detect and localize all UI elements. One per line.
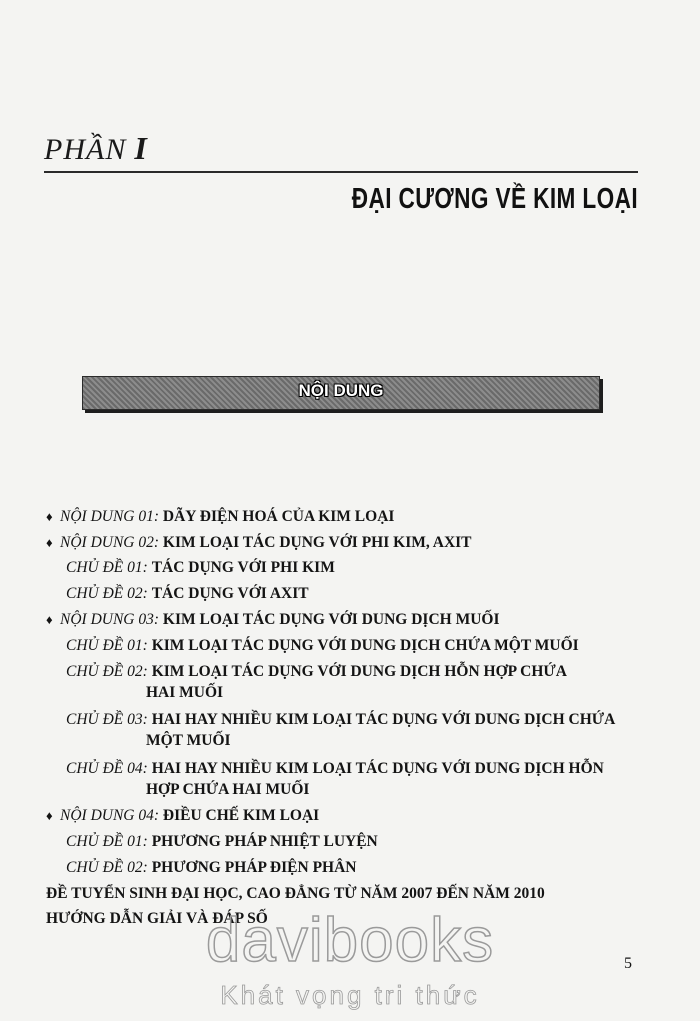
toc-prefix: NỘI DUNG 01: [60,508,160,525]
toc-title: KIM LOẠI TÁC DỤNG VỚI DUNG DỊCH CHỨA MỘT MUỐI [151,637,579,654]
toc-prefix: CHỦ ĐỀ 02: [66,859,148,876]
toc-title-continued: HỢP CHỨA HAI MUỐI [146,781,310,798]
toc-item[interactable] [46,507,394,527]
toc-subitem[interactable] [66,759,604,779]
banner-label: NỘI DUNG [298,381,384,400]
toc-title: PHƯƠNG PHÁP ĐIỆN PHÂN [151,859,357,876]
toc-title: TÁC DỤNG VỚI AXIT [151,585,309,602]
toc-prefix: NỘI DUNG 04: [60,807,160,824]
toc-subitem[interactable] [66,710,615,730]
toc-subitem[interactable] [66,636,579,656]
part-label: PHẦN [44,133,127,166]
toc-subitem[interactable] [66,558,335,578]
toc-item[interactable] [46,806,319,826]
toc-subitem[interactable] [66,584,309,604]
toc-subitem[interactable] [66,858,356,878]
toc-prefix: CHỦ ĐỀ 03: [66,711,148,728]
toc-title-continued: HAI MUỐI [146,684,224,701]
toc-subitem[interactable] [66,662,567,682]
toc-prefix: CHỦ ĐỀ 02: [66,663,148,680]
page-number: 5 [624,955,632,972]
part-heading [44,130,148,167]
toc-prefix: CHỦ ĐỀ 02: [66,585,148,602]
toc-title: KIM LOẠI TÁC DỤNG VỚI PHI KIM, AXIT [162,534,472,551]
toc-item[interactable] [46,533,472,553]
toc-title: TÁC DỤNG VỚI PHI KIM [151,559,335,576]
diamond-bullet-icon: ♦ [46,509,53,524]
watermark-logo: davibooks [205,906,495,975]
diamond-bullet-icon: ♦ [46,612,53,627]
toc-title: ĐỀ TUYỂN SINH ĐẠI HỌC, CAO ĐẲNG TỪ NĂM 2007 ĐẾN NĂM 2010 [46,885,545,902]
toc-subitem[interactable] [66,832,378,852]
diamond-bullet-icon: ♦ [46,808,53,823]
toc-title: HƯỚNG DẪN GIẢI VÀ ĐÁP SỐ [46,910,268,927]
toc-title: KIM LOẠI TÁC DỤNG VỚI DUNG DỊCH MUỐI [162,611,500,628]
section-banner [82,376,600,410]
chapter-title: ĐẠI CƯƠNG VỀ KIM LOẠI [351,183,638,215]
toc-title: ĐIỀU CHẾ KIM LOẠI [162,807,320,824]
toc-prefix: NỘI DUNG 03: [60,611,160,628]
toc-title: KIM LOẠI TÁC DỤNG VỚI DUNG DỊCH HỖN HỢP CHỨA [151,663,567,680]
toc-prefix: CHỦ ĐỀ 01: [66,637,148,654]
toc-prefix: CHỦ ĐỀ 01: [66,559,148,576]
toc-title: HAI HAY NHIỀU KIM LOẠI TÁC DỤNG VỚI DUNG DỊCH HỖN [151,760,604,777]
part-number: I [134,130,148,166]
toc-title: DÃY ĐIỆN HOÁ CỦA KIM LOẠI [162,508,395,525]
toc-title-continued: MỘT MUỐI [146,732,231,749]
toc-item[interactable] [46,610,499,630]
heading-rule [44,171,638,173]
toc-prefix: CHỦ ĐỀ 01: [66,833,148,850]
watermark-tagline: Khát vọng tri thức [220,980,480,1010]
toc-prefix: NỘI DUNG 02: [60,534,160,551]
diamond-bullet-icon: ♦ [46,535,53,550]
toc-title: HAI HAY NHIỀU KIM LOẠI TÁC DỤNG VỚI DUNG DỊCH CHỨA [151,711,616,728]
toc-prefix: CHỦ ĐỀ 04: [66,760,148,777]
toc-item[interactable] [46,884,545,904]
toc-title: PHƯƠNG PHÁP NHIỆT LUYỆN [151,833,378,850]
